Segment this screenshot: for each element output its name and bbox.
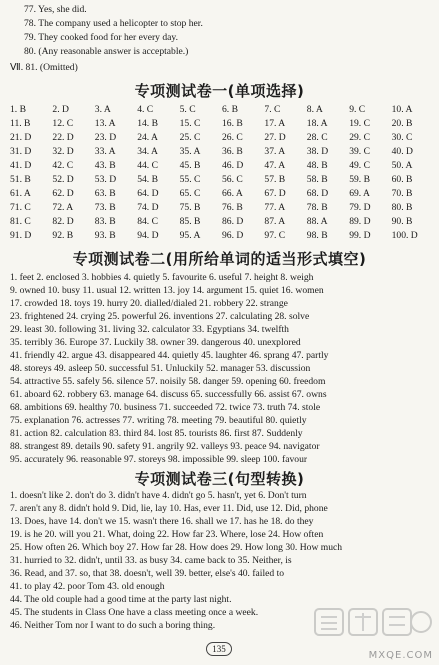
answer-row [10, 118, 434, 130]
answer-item: 53. D [94, 174, 117, 185]
answer-item: 95. A [179, 230, 201, 241]
answer-line: 41. to play 42. poor Tom 43. old enough [10, 581, 165, 592]
answer-item: 11. B [10, 118, 31, 129]
answer-item: 99. D [349, 230, 371, 241]
answer-item: 50. A [391, 160, 413, 171]
answer-item: 52. D [52, 174, 74, 185]
answer-item: 10. A [391, 104, 413, 115]
answer-item: 75. B [179, 202, 201, 213]
answer-item: 85. B [179, 216, 201, 227]
answer-line: 1. doesn't like 2. don't do 3. didn't have 4. didn't go 5. hasn't, yet 6. Don't turn [10, 490, 307, 501]
answer-item: 63. B [94, 188, 116, 199]
answer-item: 55. C [179, 174, 201, 185]
answer-item: 77. A [264, 202, 286, 213]
answer-line: 88. strangest 89. details 90. safety 91. angrily 92. valleys 93. peace 94. navigator [10, 441, 320, 452]
answer-line: 17. crowded 18. toys 19. hurry 20. dialled/dialed 21. robbery 22. strange [10, 298, 288, 309]
answer-item: 26. C [222, 132, 243, 143]
answer-row [10, 146, 434, 158]
section-title: 专项测试卷三(句型转换) [134, 470, 305, 488]
answer-item: 94. D [137, 230, 159, 241]
answer-item: 45. B [179, 160, 201, 171]
answer-row [10, 132, 434, 144]
answer-item: 91. D [10, 230, 32, 241]
answer-item: 68. D [306, 188, 329, 199]
answer-item: 36. B [222, 146, 243, 157]
answer-item: 54. B [137, 174, 158, 185]
answer-item: 46. D [222, 160, 244, 171]
answer-line: 46. Neither Tom nor I want to do such a boring thing. [10, 620, 216, 631]
answer-item: 22. D [52, 132, 74, 143]
answer-item: 12. C [52, 118, 74, 129]
answer-item: 4. C [137, 104, 154, 115]
answer-item: 98. B [306, 230, 328, 241]
answer-item: 5. C [179, 104, 196, 115]
answer-item: 24. A [137, 132, 158, 143]
answer-item: 71. C [10, 202, 31, 213]
answer-item: 19. C [349, 118, 370, 129]
answer-item: 6. B [222, 104, 238, 115]
answer-item: 32. D [52, 146, 74, 157]
answer-item: 23. D [94, 132, 117, 143]
answer-line: 61. aboard 62. robbery 63. manage 64. discuss 65. successfully 66. assist 67. owns [10, 389, 327, 400]
answer-item: 42. C [52, 160, 74, 171]
answer-line: 9. owned 10. busy 11. usual 12. written 13. joy 14. argument 15. quiet 16. women [10, 285, 324, 296]
answer-item: 100. D [391, 230, 418, 241]
answer-row [10, 202, 434, 214]
answer-item: 66. A [222, 188, 243, 199]
answer-line: 31. hurried to 32. didn't, until 33. as busy 34. came back to 35. Neither, is [10, 555, 292, 566]
answer-line: 54. attractive 55. safely 56. silence 57. noisily 58. danger 59. opening 60. freedom [10, 376, 326, 387]
answer-item: 65. C [179, 188, 201, 199]
answer-item: 89. D [349, 216, 371, 227]
answer-item: 39. C [349, 146, 370, 157]
answer-line: 25. How often 26. Which boy 27. How far 28. How does 29. How long 30. How much [10, 542, 343, 553]
page-number: 135 [204, 642, 234, 656]
answer-item: 74. D [137, 202, 159, 213]
answer-line: 23. frightened 24. crying 25. powerful 26. inventions 27. calculating 28. solve [10, 311, 310, 322]
answer-item: 21. D [10, 132, 32, 143]
answer-item: 28. C [306, 132, 328, 143]
answer-item: 37. A [264, 146, 286, 157]
answer-item: 16. B [222, 118, 243, 129]
answer-item: 59. B [349, 174, 370, 185]
answer-item: 34. A [137, 146, 158, 157]
answer-line: 75. explanation 76. actresses 77. writing 78. meeting 79. beautiful 80. quietly [10, 415, 307, 426]
answer-item: 88. A [306, 216, 328, 227]
answer-item: 29. C [349, 132, 370, 143]
answer-item: 82. D [52, 216, 74, 227]
answer-line: 19. is he 20. will you 21. What, doing 22. How far 23. Where, lose 24. How often [10, 529, 324, 540]
answer-line: 80. (Any reasonable answer is acceptable.) [24, 46, 189, 57]
answer-item: 80. B [391, 202, 413, 213]
answer-item: 87. A [264, 216, 286, 227]
answer-item: 17. A [264, 118, 286, 129]
answer-item: 15. C [179, 118, 201, 129]
answer-item: 61. A [10, 188, 31, 199]
watermark-logo [313, 607, 433, 651]
answer-line: 81. action 82. calculation 83. third 84. lost 85. tourists 86. first 87. Suddenly [10, 428, 303, 439]
answer-item: 72. A [52, 202, 74, 213]
answer-item: 67. D [264, 188, 286, 199]
answer-row [10, 174, 434, 186]
answer-line: 45. The students in Class One have a class meeting once a week. [10, 607, 259, 618]
answer-line: 95. accurately 96. reasonable 97. storeys 98. impossible 99. sleep 100. favour [10, 454, 308, 465]
answer-item: 14. B [137, 118, 158, 129]
answer-item: 93. B [94, 230, 116, 241]
answer-line: 13. Does, have 14. don't we 15. wasn't there 16. shall we 17. has he 18. do they [10, 516, 314, 527]
answer-line: 79. They cooked food for her every day. [24, 32, 178, 43]
answer-item: 3. A [94, 104, 111, 115]
answer-item: 25. C [179, 132, 201, 143]
answer-item: 35. A [179, 146, 201, 157]
section-title: 专项测试卷一(单项选择) [134, 82, 305, 100]
answer-item: 70. B [391, 188, 413, 199]
answer-line: 29. least 30. following 31. living 32. calculator 33. Egyptians 34. twelfth [10, 324, 289, 335]
answer-line: 41. friendly 42. argue 43. disappeared 44. quietly 45. laughter 46. sprang 47. partly [10, 350, 329, 361]
answer-row [10, 188, 434, 200]
answer-item: 30. C [391, 132, 413, 143]
answer-item: 33. A [94, 146, 116, 157]
answer-item: 86. D [222, 216, 244, 227]
section-title: 专项测试卷二(用所给单词的适当形式填空) [72, 250, 367, 268]
answer-item: 31. D [10, 146, 32, 157]
answer-item: 40. D [391, 146, 413, 157]
answer-row [10, 104, 434, 116]
answer-line: Ⅶ. 81. (Omitted) [10, 62, 78, 73]
answer-item: 43. B [94, 160, 116, 171]
answer-item: 84. C [137, 216, 158, 227]
watermark-icon [313, 607, 433, 651]
answer-item: 7. C [264, 104, 281, 115]
watermark-text: MXQE.COM [368, 650, 433, 661]
answer-line: 48. storeys 49. asleep 50. successful 51. Unluckily 52. manager 53. discussion [10, 363, 311, 374]
answer-line: 35. terribly 36. Europe 37. Luckily 38. owner 39. dangerous 40. unexplored [10, 337, 301, 348]
answer-line: 36. Read, and 37. so, that 38. doesn't, well 39. better, else's 40. failed to [10, 568, 285, 579]
answer-line: 1. feet 2. enclosed 3. hobbies 4. quietly 5. favourite 6. useful 7. height 8. weigh [10, 272, 314, 283]
answer-item: 83. B [94, 216, 116, 227]
answer-row [10, 216, 434, 228]
answer-item: 60. B [391, 174, 413, 185]
answer-item: 1. B [10, 104, 26, 115]
answer-row [10, 160, 434, 172]
answer-item: 44. C [137, 160, 158, 171]
answer-item: 69. A [349, 188, 370, 199]
answer-line: 78. The company used a helicopter to stop her. [24, 18, 203, 29]
answer-line: 7. aren't any 8. didn't hold 9. Did, lie, lay 10. Has, ever 11. Did, use 12. Did, phone [10, 503, 328, 514]
answer-item: 49. C [349, 160, 370, 171]
answer-item: 41. D [10, 160, 32, 171]
answer-item: 96. D [222, 230, 244, 241]
answer-item: 92. B [52, 230, 74, 241]
answer-line: 44. The old couple had a good time at the party last night. [10, 594, 232, 605]
answer-item: 76. B [222, 202, 243, 213]
answer-item: 90. B [391, 216, 413, 227]
answer-item: 20. B [391, 118, 413, 129]
answer-item: 56. C [222, 174, 243, 185]
answer-item: 73. B [94, 202, 116, 213]
answer-item: 62. D [52, 188, 74, 199]
answer-row [10, 230, 434, 242]
answer-item: 57. B [264, 174, 286, 185]
answer-item: 27. D [264, 132, 286, 143]
answer-item: 13. A [94, 118, 116, 129]
answer-item: 18. A [306, 118, 328, 129]
answer-item: 2. D [52, 104, 69, 115]
answer-item: 79. D [349, 202, 371, 213]
answer-line: 68. ambitions 69. healthy 70. business 71. succeeded 72. twice 73. truth 74. stole [10, 402, 321, 413]
answer-item: 9. C [349, 104, 366, 115]
answer-item: 47. A [264, 160, 286, 171]
answer-item: 58. B [306, 174, 328, 185]
answer-item: 38. D [306, 146, 329, 157]
answer-item: 48. B [306, 160, 328, 171]
answer-item: 64. D [137, 188, 159, 199]
answer-item: 97. C [264, 230, 286, 241]
answer-line: 77. Yes, she did. [24, 4, 87, 15]
answer-item: 8. A [306, 104, 323, 115]
answer-item: 51. B [10, 174, 31, 185]
answer-item: 81. C [10, 216, 31, 227]
answer-item: 78. B [306, 202, 328, 213]
